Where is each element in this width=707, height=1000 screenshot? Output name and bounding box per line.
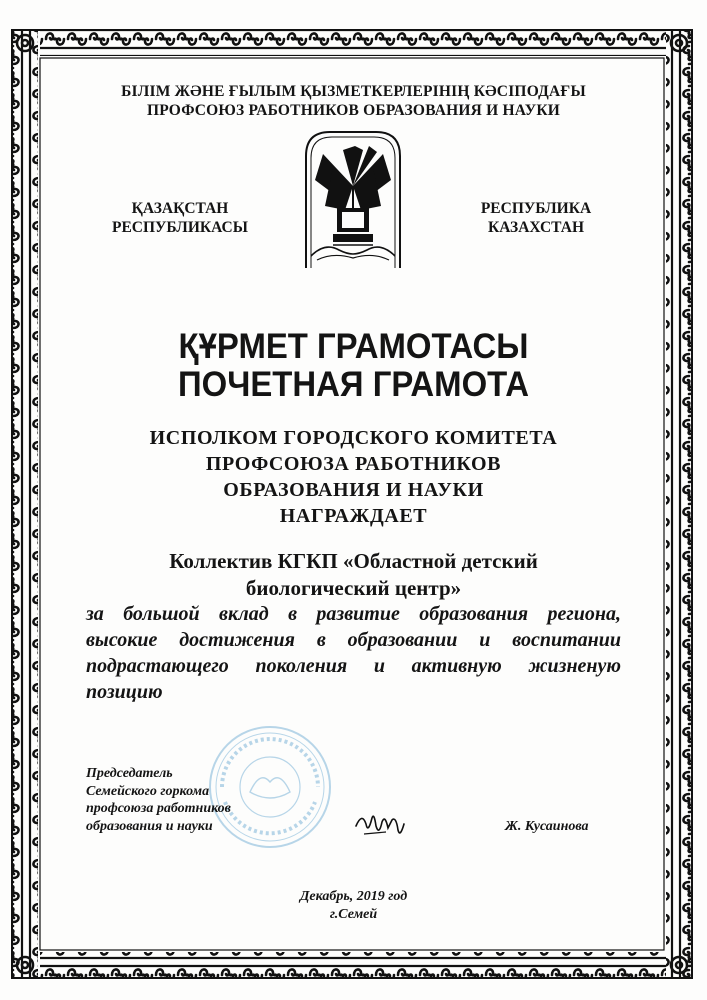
recipient: Коллектив КГКП «Областной детский биологический центр» [169,549,538,600]
certificate-title-kazakh: ҚҰРМЕТ ГРАМОТАСЫ [178,327,529,366]
award-reason: за большой вклад в развитие образования региона, высокие достижения в образовании и воспитании подрастающего поколения и активную жизненую позицию [86,603,621,703]
certificate-title-russian: ПОЧЕТНАЯ ГРАМОТА [178,365,529,404]
issue-date-place: Декабрь, 2019 год г.Семей [299,889,408,922]
country-name-kazakh: ҚАЗАҚСТАН РЕСПУБЛИКАСЫ [112,200,248,236]
awarding-body: ИСПОЛКОМ ГОРОДСКОГО КОМИТЕТА ПРОФСОЮЗА РАБОТНИКОВ ОБРАЗОВАНИЯ И НАУКИ НАГРАЖДАЕТ [149,427,558,527]
country-name-russian: РЕСПУБЛИКА КАЗАХСТАН [480,200,592,236]
union-name-russian: ПРОФСОЮЗ РАБОТНИКОВ ОБРАЗОВАНИЯ И НАУКИ [146,102,561,119]
union-emblem-icon [303,128,403,270]
handwritten-signature [352,808,408,844]
signatory-name: Ж. Кусаинова [505,819,589,834]
signatory-position: Председатель Семейского горкома профсоюза работников образования и науки [86,766,231,834]
union-name-kazakh: БІЛІМ ЖӘНЕ ҒЫЛЫМ ҚЫЗМЕТКЕРЛЕРІНІҢ КӘСІПОДАҒЫ [121,83,586,100]
